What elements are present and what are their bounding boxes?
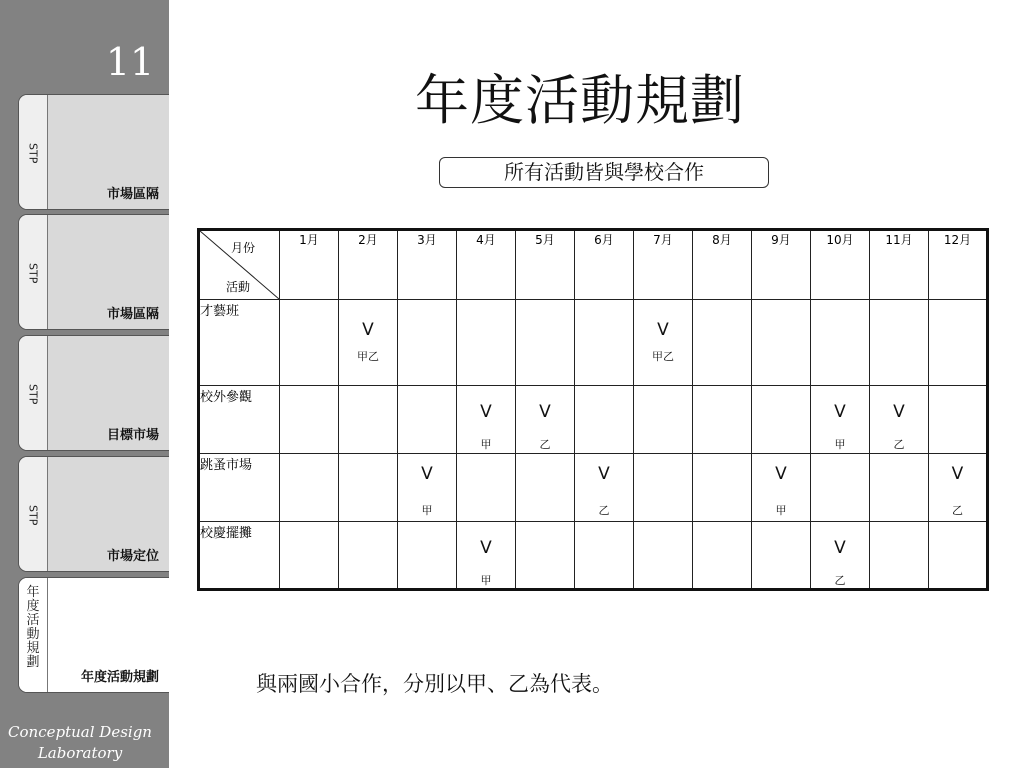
check-mark: V xyxy=(362,320,374,340)
school-label: 乙 xyxy=(834,574,846,587)
tab-label: 市場區隔 xyxy=(106,307,159,322)
schedule-cell xyxy=(516,386,575,454)
schedule-cell xyxy=(634,386,693,454)
table-row xyxy=(199,386,988,454)
schedule-cell xyxy=(575,300,634,386)
schedule-cell xyxy=(575,522,634,590)
schedule-cell xyxy=(339,386,398,454)
activity-name-cell: 校外參觀 xyxy=(199,386,280,454)
school-label: 甲 xyxy=(480,574,492,587)
schedule-cell xyxy=(516,300,575,386)
check-mark: V xyxy=(480,538,492,558)
check-mark: V xyxy=(775,464,787,484)
school-label: 甲 xyxy=(421,504,433,517)
schedule-cell xyxy=(634,300,693,386)
school-label: 甲 xyxy=(775,504,787,517)
schedule-cell xyxy=(457,300,516,386)
schedule-cell xyxy=(870,300,929,386)
schedule-cell xyxy=(693,386,752,454)
tab-code: 年度活動規劃 xyxy=(26,585,40,670)
school-label: 乙 xyxy=(952,504,963,517)
school-label: 甲 xyxy=(480,438,492,451)
activity-name-cell: 跳蚤市場 xyxy=(199,454,280,522)
schedule-cell xyxy=(339,454,398,522)
check-mark: V xyxy=(893,402,905,422)
schedule-cell xyxy=(752,386,811,454)
month-header: 1月 xyxy=(280,230,339,300)
table-row xyxy=(199,522,988,590)
schedule-cell xyxy=(457,386,516,454)
nav-tab-3[interactable] xyxy=(18,335,169,451)
schedule-cell xyxy=(811,454,870,522)
month-header: 2月 xyxy=(339,230,398,300)
check-mark: V xyxy=(834,538,846,558)
lab-name-line1: Conceptual Design xyxy=(8,723,152,741)
school-label: 甲乙 xyxy=(652,350,674,363)
nav-tab-1[interactable] xyxy=(18,94,169,210)
school-label: 甲 xyxy=(834,438,846,451)
nav-tab-2[interactable] xyxy=(18,214,169,330)
schedule-cell xyxy=(575,454,634,522)
month-header: 4月 xyxy=(457,230,516,300)
tab-code: STP xyxy=(26,504,40,526)
schedule-cell xyxy=(693,454,752,522)
schedule-cell xyxy=(457,454,516,522)
month-header: 10月 xyxy=(811,230,870,300)
schedule-cell xyxy=(811,522,870,590)
school-label: 乙 xyxy=(598,504,610,517)
month-header: 5月 xyxy=(516,230,575,300)
schedule-cell xyxy=(752,454,811,522)
month-header: 7月 xyxy=(634,230,693,300)
schedule-cell xyxy=(929,522,988,590)
schedule-cell xyxy=(339,522,398,590)
table-row xyxy=(199,300,988,386)
tab-label: 市場定位 xyxy=(106,549,159,564)
schedule-cell xyxy=(280,300,339,386)
month-header: 11月 xyxy=(870,230,929,300)
schedule-cell xyxy=(339,300,398,386)
check-mark: V xyxy=(951,464,964,484)
tab-code: STP xyxy=(26,262,40,284)
school-label: 乙 xyxy=(539,438,551,451)
schedule-cell xyxy=(929,386,988,454)
check-mark: V xyxy=(657,320,669,340)
nav-tab-5-active[interactable] xyxy=(18,577,169,693)
schedule-cell xyxy=(811,386,870,454)
schedule-cell xyxy=(280,522,339,590)
corner-activity-label: 活動 xyxy=(226,280,251,294)
table-body xyxy=(199,300,988,590)
schedule-cell xyxy=(398,454,457,522)
school-label: 乙 xyxy=(893,438,905,451)
schedule-cell xyxy=(870,386,929,454)
check-mark: V xyxy=(598,464,610,484)
tab-label: 年度活動規劃 xyxy=(80,670,159,685)
table-row xyxy=(199,454,988,522)
check-mark: V xyxy=(421,464,433,484)
school-label: 甲乙 xyxy=(357,350,379,363)
schedule-cell xyxy=(575,386,634,454)
sidebar xyxy=(0,0,169,768)
activity-name-cell: 校慶擺攤 xyxy=(199,522,280,590)
lab-name-line2: Laboratory xyxy=(37,744,123,762)
month-header: 6月 xyxy=(575,230,634,300)
activity-name-cell: 才藝班 xyxy=(199,300,280,386)
month-header: 12月 xyxy=(929,230,988,300)
tab-code: STP xyxy=(26,383,40,405)
schedule-cell xyxy=(693,522,752,590)
subtitle-box: 所有活動皆與學校合作 xyxy=(439,157,769,188)
schedule-cell xyxy=(634,522,693,590)
schedule-cell xyxy=(398,300,457,386)
month-header: 3月 xyxy=(398,230,457,300)
schedule-cell xyxy=(280,386,339,454)
schedule-cell xyxy=(929,300,988,386)
corner-month-label: 月份 xyxy=(230,241,255,255)
schedule-cell xyxy=(870,522,929,590)
month-header: 8月 xyxy=(693,230,752,300)
header-row xyxy=(199,230,988,300)
tab-code: STP xyxy=(26,142,40,164)
schedule-cell xyxy=(693,300,752,386)
page-number: 11 xyxy=(105,40,155,84)
page-title: 年度活動規劃 xyxy=(415,69,745,132)
corner-header-cell xyxy=(199,230,280,300)
schedule-cell xyxy=(752,300,811,386)
schedule-cell xyxy=(457,522,516,590)
schedule-cell xyxy=(929,454,988,522)
schedule-cell xyxy=(516,454,575,522)
schedule-cell xyxy=(752,522,811,590)
schedule-cell xyxy=(634,454,693,522)
nav-tab-4[interactable] xyxy=(18,456,169,572)
month-header: 9月 xyxy=(752,230,811,300)
schedule-cell xyxy=(398,522,457,590)
check-mark: V xyxy=(480,402,492,422)
footer-note: 與兩國小合作，分別以甲、乙為代表。 xyxy=(256,672,613,696)
schedule-cell xyxy=(870,454,929,522)
schedule-cell xyxy=(516,522,575,590)
check-mark: V xyxy=(834,402,846,422)
tab-label: 市場區隔 xyxy=(106,187,159,202)
schedule-cell xyxy=(811,300,870,386)
schedule-table xyxy=(197,228,989,591)
schedule-cell xyxy=(398,386,457,454)
check-mark: V xyxy=(539,402,551,422)
lab-name xyxy=(0,722,160,764)
tab-label: 目標市場 xyxy=(106,428,159,443)
schedule-cell xyxy=(280,454,339,522)
